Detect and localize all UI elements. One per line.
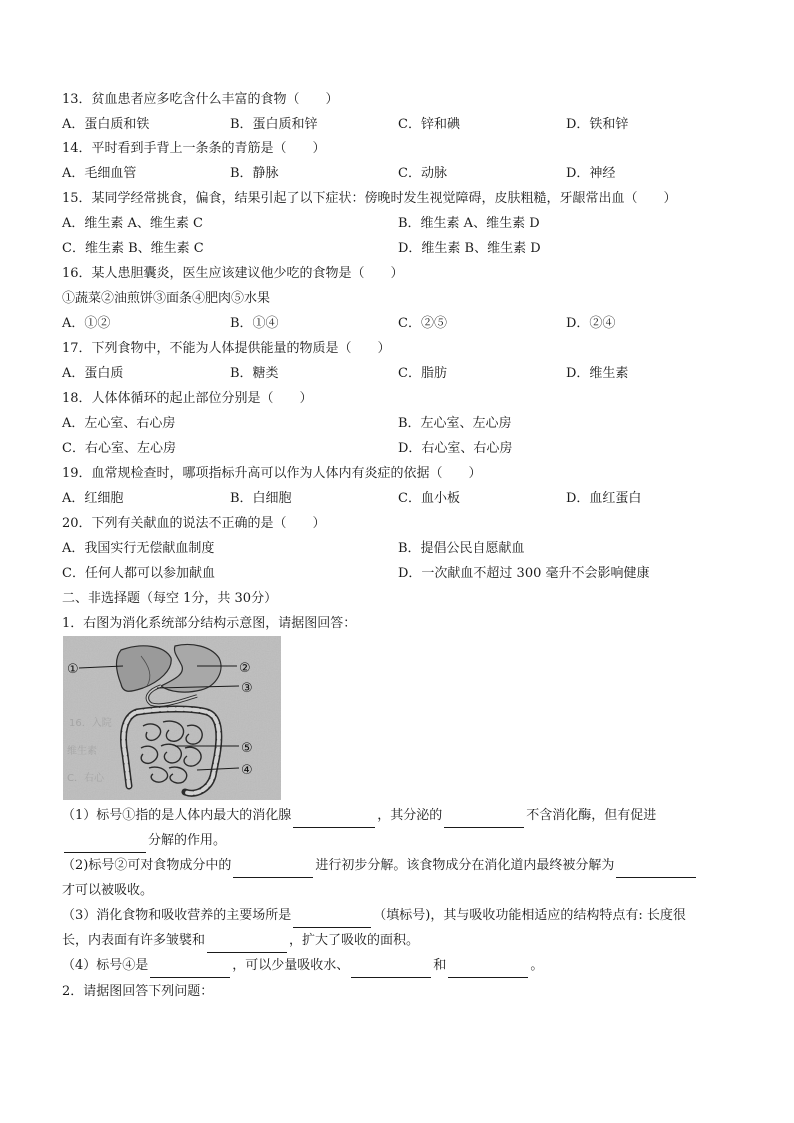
figure-label-5: ⑤ [241,741,253,756]
q13-option-a: A．蛋白质和铁 [62,117,150,132]
q13-stem: 13．贫血患者应多吃含什么丰富的食物（ ） [62,92,339,107]
figure-label-2: ② [239,661,251,676]
q14-option-a: A．毛细血管 [62,166,137,181]
q17-option-a: A．蛋白质 [62,366,124,381]
answer-blank[interactable] [150,963,230,978]
q13-option-b: B．蛋白质和锌 [230,117,318,132]
answer-blank[interactable] [351,963,431,978]
answer-blank[interactable] [293,813,375,828]
q18-option-d: D．右心室、右心房 [398,441,513,456]
p1-sub1: （1）标号①指的是人体内最大的消化腺 ，其分泌的 不含消化酶，但有促进 分解的作用。 [62,803,730,853]
svg-text:16．入院: 16．入院 [69,718,112,729]
svg-text:C．右心: C．右心 [67,773,104,784]
p1-stem: 1．右图为消化系统部分结构示意图，请据图回答： [62,616,357,631]
figure-label-4: ④ [241,763,253,778]
answer-blank[interactable] [616,863,696,878]
q19-option-d: D．血红蛋白 [566,491,642,506]
p2-stem: 2．请据图回答下列问题： [62,984,214,999]
section-heading: 二、非选择题（每空 1分，共 30分） [62,591,278,606]
answer-blank[interactable] [444,813,524,828]
q14-option-c: C．动脉 [398,166,447,181]
q15-stem: 15．某同学经常挑食，偏食，结果引起了以下症状：傍晚时发生视觉障碍，皮肤粗糙，牙龈常出血（ ） [62,191,677,206]
p1-sub2: （2)标号②可对食物成分中的 进行初步分解。该食物成分在消化道内最终被分解为 才可以被吸收。 [62,853,730,903]
q18-option-b: B．左心室、左心房 [398,416,512,431]
q16-stem: 16．某人患胆囊炎，医生应该建议他少吃的食物是（ ） [62,266,404,281]
answer-blank[interactable] [233,863,313,878]
p1-sub3: （3）消化食物和吸收营养的主要场所是 （填标号)，其与吸收功能相适应的结构特点有: 长度很 长，内表面有许多皱襞和 ，扩大了吸收的面积。 [62,903,730,953]
answer-blank[interactable] [64,838,146,853]
q15-option-a: A．维生素 A、维生素 C [62,216,203,231]
digestive-system-figure [63,636,281,800]
q14-stem: 14．平时看到手背上一条条的青筋是（ ） [62,141,326,156]
q18-option-a: A．左心室、右心房 [62,416,176,431]
q20-option-a: A．我国实行无偿献血制度 [62,541,215,556]
q16-option-b: B．①④ [230,316,279,331]
p1-sub4: （4）标号④是 ，可以少量吸收水、 和 。 [62,953,730,978]
q16-items: ①蔬菜②油煎饼③面条④肥肉⑤水果 [62,291,271,306]
q14-option-b: B．静脉 [230,166,279,181]
figure-label-1: ① [67,662,79,677]
q16-option-c: C．②⑤ [398,316,447,331]
q17-option-c: C．脂肪 [398,366,447,381]
q13-option-d: D．铁和锌 [566,117,629,132]
answer-blank[interactable] [207,938,287,953]
q15-option-d: D．维生素 B、维生素 D [398,241,541,256]
q15-option-c: C．维生素 B、维生素 C [62,241,204,256]
q18-option-c: C．右心室、左心房 [62,441,176,456]
q16-option-a: A．①② [62,316,111,331]
q19-option-a: A．红细胞 [62,491,124,506]
q20-option-c: C．任何人都可以参加献血 [62,566,215,581]
q19-option-c: C．血小板 [398,491,460,506]
answer-blank[interactable] [448,963,528,978]
q20-stem: 20．下列有关献血的说法不正确的是（ ） [62,516,326,531]
q18-stem: 18．人体体循环的起止部位分别是（ ） [62,391,313,406]
q16-option-d: D．②④ [566,316,616,331]
digestive-system-diagram [63,636,281,800]
svg-text:维生素: 维生素 [67,746,97,757]
q13-option-c: C．锌和碘 [398,117,460,132]
answer-blank[interactable] [293,913,371,928]
figure-label-3: ③ [241,681,253,696]
q17-option-b: B．糖类 [230,366,279,381]
q15-option-b: B．维生素 A、维生素 D [398,216,540,231]
q19-option-b: B．白细胞 [230,491,292,506]
q17-stem: 17．下列食物中，不能为人体提供能量的物质是（ ） [62,341,391,356]
q20-option-d: D．一次献血不超过 300 毫升不会影响健康 [398,566,650,581]
q14-option-d: D．神经 [566,166,616,181]
q19-stem: 19．血常规检查时，哪项指标升高可以作为人体内有炎症的依据（ ） [62,466,482,481]
q20-option-b: B．提倡公民自愿献血 [398,541,525,556]
q17-option-d: D．维生素 [566,366,629,381]
